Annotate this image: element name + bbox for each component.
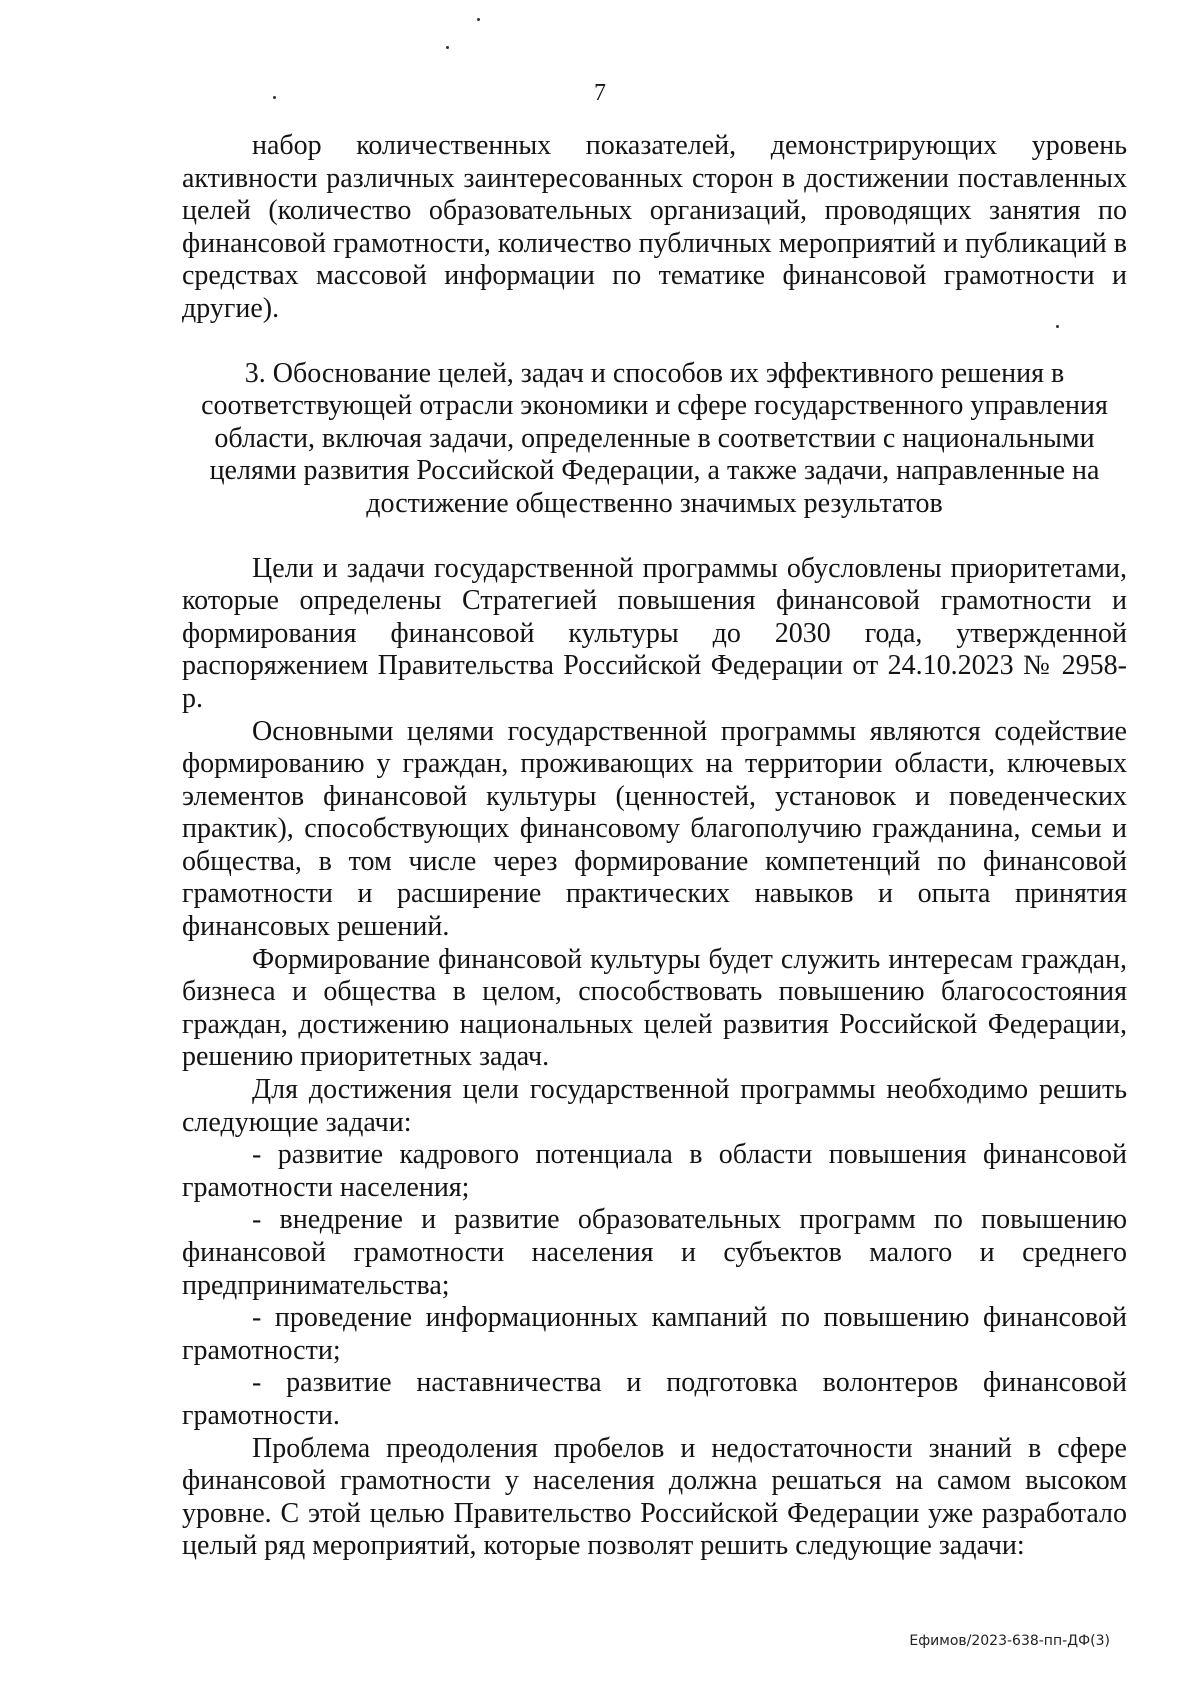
scan-speck [446, 46, 449, 49]
list-item: - внедрение и развитие образовательных программ по повышению финансовой грамотности населения и субъектов малого и среднего предпринимательства; [182, 1204, 1127, 1301]
paragraph: Цели и задачи государственной программы обусловлены приоритетами, которые определены Стратегией повышения финансовой грамотности и формирования финансовой культуры до 2030 года, утвержденной распоряжением Правительства Российской Федерации от 24.10.2023 № 2958-р. [182, 552, 1127, 714]
paragraph: Для достижения цели государственной программы необходимо решить следующие задачи: [182, 1074, 1127, 1138]
page-number: 7 [594, 80, 606, 106]
paragraph: Проблема преодоления пробелов и недостаточности знаний в сфере финансовой грамотности у населения должна решаться на самом высоком уровне. С этой целью Правительство Российской Федерации уже разработало целый ряд мероприятий, которые позволят решить следующие задачи: [182, 1432, 1127, 1562]
paragraph: набор количественных показателей, демонстрирующих уровень активности различных заинтересованных сторон в достижении поставленных целей (количество образовательных организаций, проводящих занятия по финансовой грамотности, количество публичных мероприятий и публикаций в средствах массовой информации по тематике финансовой грамотности и другие). [182, 130, 1127, 324]
list-item: - проведение информационных кампаний по повышению финансовой грамотности; [182, 1302, 1127, 1366]
paragraph: Формирование финансовой культуры будет служить интересам граждан, бизнеса и общества в целом, способствовать повышению благосостояния граждан, достижению национальных целей развития Российской Федерации, решению приоритетных задач. [182, 943, 1127, 1073]
paragraph: Основными целями государственной программы являются содействие формированию у граждан, проживающих на территории области, ключевых элементов финансовой культуры (ценностей, установок и поведенческих практик), способствующих финансовому благополучию гражданина, семьи и общества, в том числе через формирование компетенций по финансовой грамотности и расширение практических навыков и опыта принятия финансовых решений. [182, 715, 1127, 943]
section-heading: 3. Обоснование целей, задач и способов их эффективного решения в соответствующей отрасли экономики и сфере государственного управления области, включая задачи, определенные в соответствии с национальными целями развития Российской Федерации, а также задачи, направленные на достижение общественно значимых результатов [201, 357, 1108, 519]
list-item: - развитие кадрового потенциала в области повышения финансовой грамотности населения; [182, 1139, 1127, 1203]
document-body [182, 130, 1127, 1563]
scan-speck [477, 18, 480, 21]
list-item: - развитие наставничества и подготовка волонтеров финансовой грамотности. [182, 1367, 1127, 1431]
document-code: Ефимов/2023-638-пп-ДФ(3) [909, 1633, 1110, 1649]
